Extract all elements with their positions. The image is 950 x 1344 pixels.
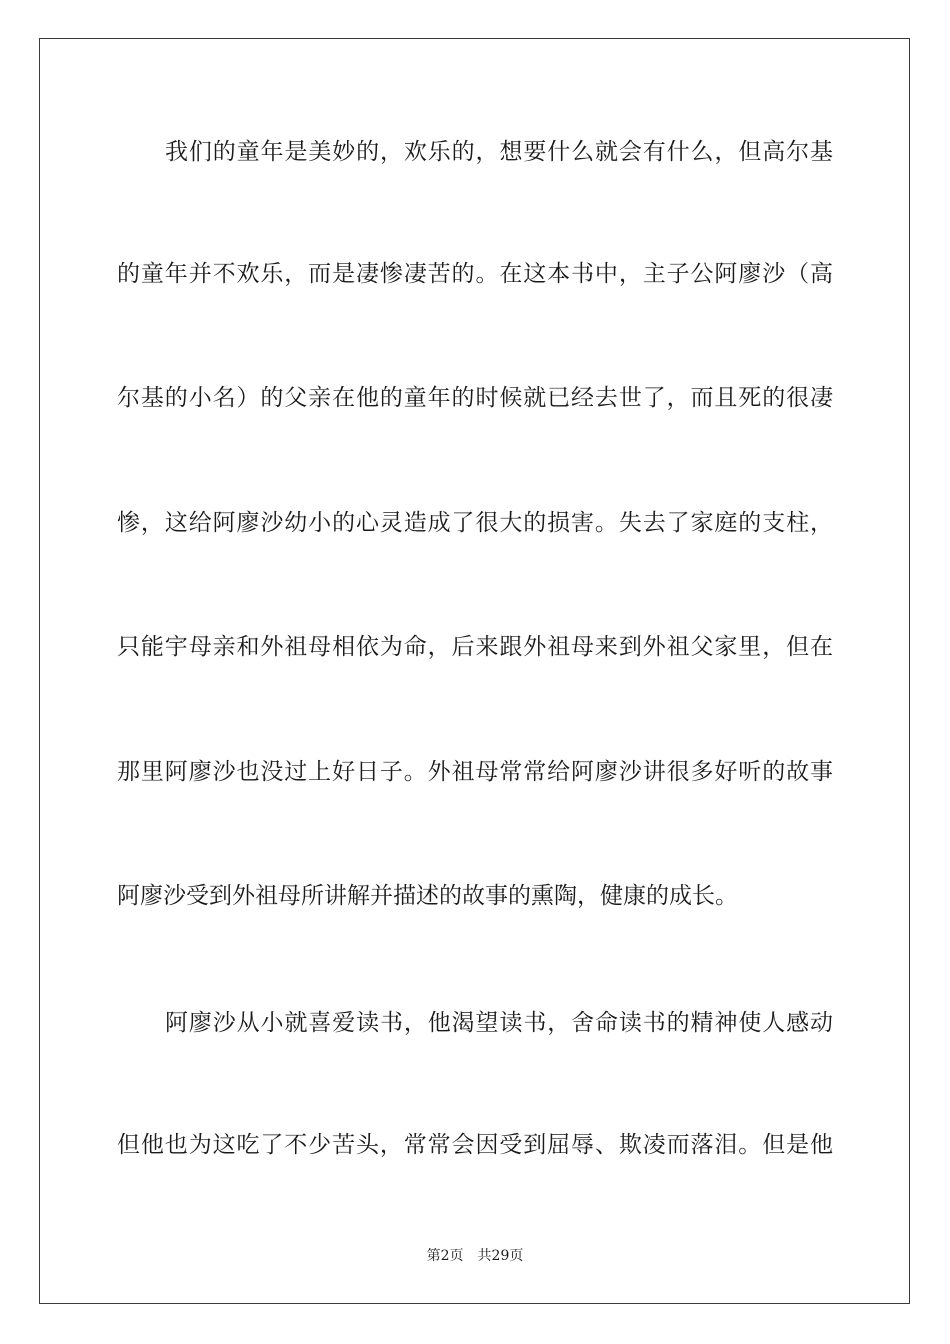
page-number: 第2页 bbox=[426, 1248, 464, 1264]
paragraph-1-line-4: 惨，这给阿廖沙幼小的心灵造成了很大的损害。失去了家庭的支柱， bbox=[117, 510, 833, 536]
page-total: 共29页 bbox=[477, 1248, 524, 1264]
paragraph-1-line-5: 只能宇母亲和外祖母相依为命，后来跟外祖母来到外祖父家里，但在 bbox=[117, 634, 833, 660]
paragraph-2-line-2: 但他也为这吃了不少苦头，常常会因受到屈辱、欺凌而落泪。但是他 bbox=[117, 1132, 833, 1158]
paragraph-1-line-1: 我们的童年是美妙的，欢乐的，想要什么就会有什么，但高尔基 bbox=[165, 139, 833, 165]
paragraph-1-line-2: 的童年并不欢乐，而是凄惨凄苦的。在这本书中，主子公阿廖沙（高 bbox=[117, 261, 833, 287]
paragraph-1-line-7: 阿廖沙受到外祖母所讲解并描述的故事的熏陶，健康的成长。 bbox=[117, 883, 738, 909]
paragraph-1-line-6: 那里阿廖沙也没过上好日子。外祖母常常给阿廖沙讲很多好听的故事 bbox=[117, 759, 833, 785]
page-footer bbox=[0, 1247, 950, 1265]
page-border bbox=[39, 38, 910, 1304]
paragraph-2-line-1: 阿廖沙从小就喜爱读书，他渴望读书，舍命读书的精神使人感动 bbox=[165, 1010, 833, 1036]
paragraph-1-line-3: 尔基的小名）的父亲在他的童年的时候就已经去世了，而且死的很凄 bbox=[117, 385, 833, 411]
